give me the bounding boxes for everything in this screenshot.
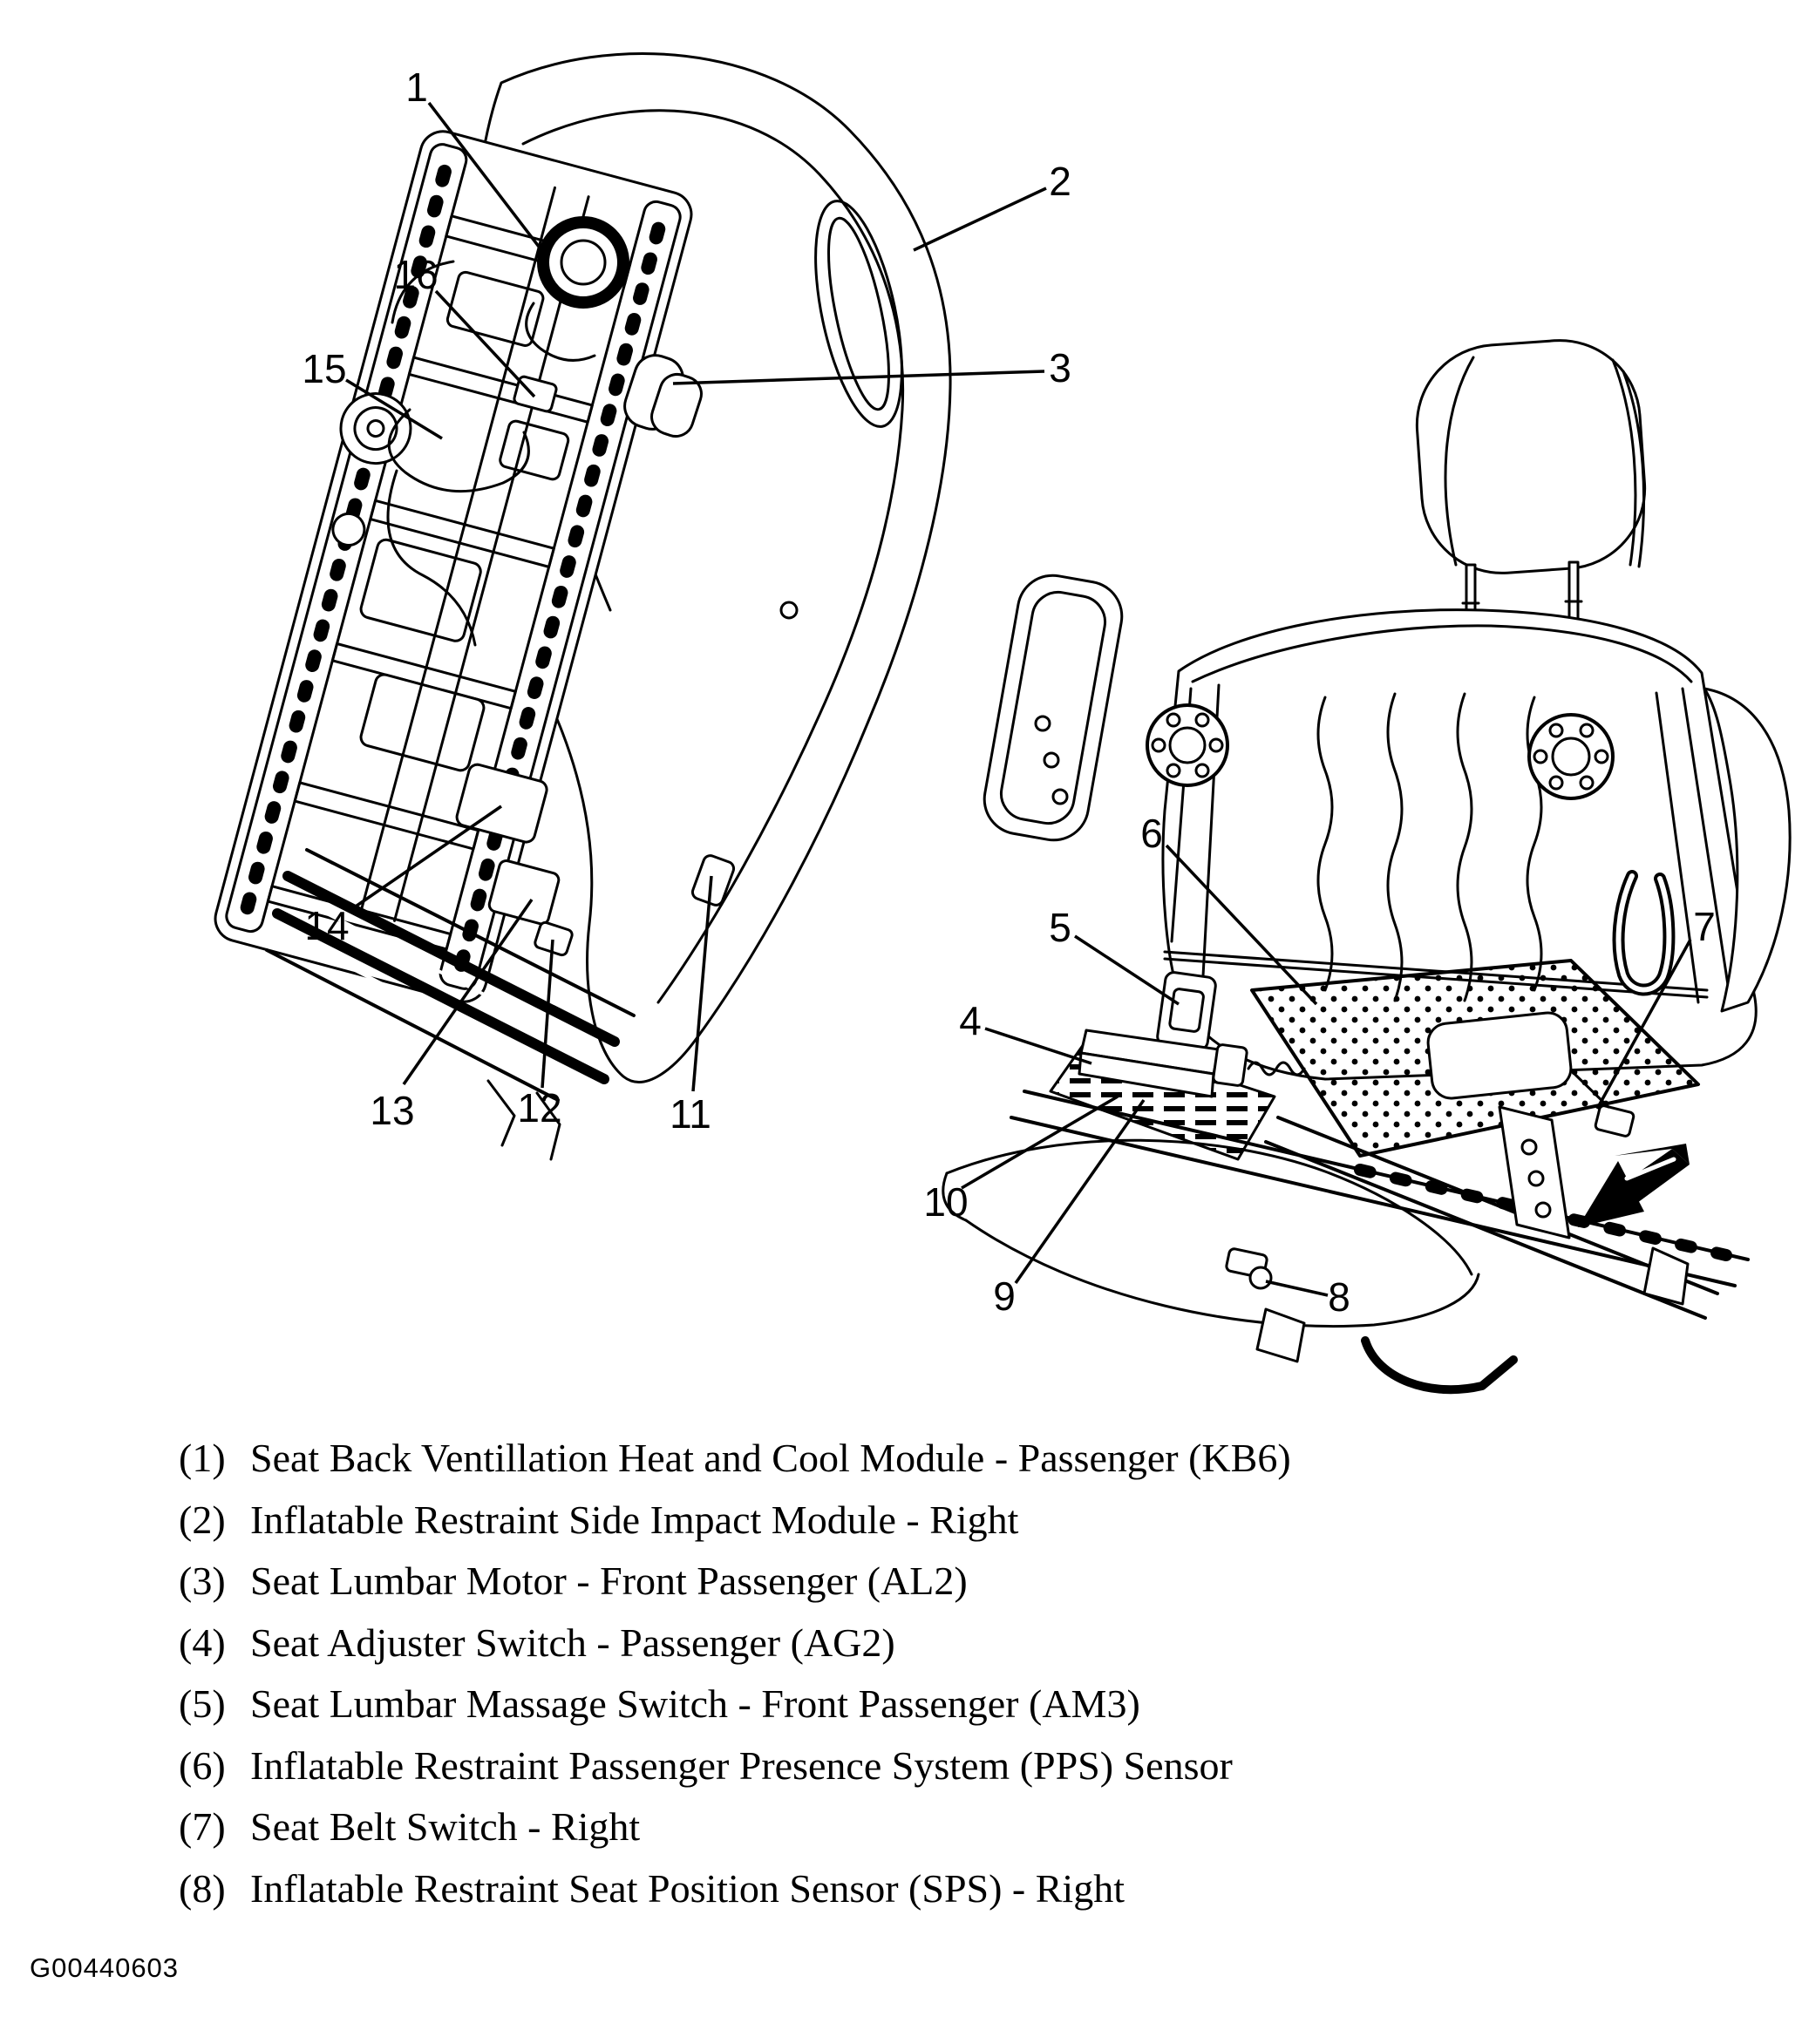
legend-item-label: Seat Adjuster Switch - Passenger (AG2)	[250, 1620, 895, 1665]
cushion-front-panel	[966, 1220, 1479, 1327]
legend-item-label: Inflatable Restraint Side Impact Module - Right	[250, 1497, 1019, 1542]
legend-item-number: (5)	[179, 1681, 226, 1726]
pan-opening	[1426, 1011, 1573, 1100]
callout-leader-9	[1016, 1100, 1144, 1283]
headrest	[1411, 335, 1650, 578]
track-foot	[1644, 1248, 1688, 1304]
legend-item	[179, 1858, 1626, 1920]
legend-item-label: Inflatable Restraint Seat Position Sensor (SPS) - Right	[250, 1865, 1125, 1911]
figure-code-label: G00440603	[30, 1952, 180, 1983]
legend-item	[179, 1796, 1626, 1858]
legend-item-number: (3)	[179, 1558, 226, 1603]
callout-leader-4	[985, 1029, 1091, 1063]
right-seat-illustration	[943, 335, 1790, 1389]
legend-item	[179, 1735, 1626, 1797]
legend-item	[179, 1674, 1626, 1735]
seat-position-sensor	[1226, 1248, 1271, 1288]
callout-leader-2	[914, 188, 1046, 250]
callout-number-9: 9	[993, 1273, 1016, 1319]
callout-number-13: 13	[370, 1088, 415, 1133]
legend-item	[179, 1613, 1626, 1674]
callout-number-1: 1	[405, 65, 428, 110]
callout-number-14: 14	[304, 903, 350, 948]
legend-item-number: (6)	[179, 1742, 226, 1788]
callout-number-7: 7	[1693, 904, 1716, 949]
callout-number-12: 12	[517, 1085, 562, 1131]
legend-item	[179, 1490, 1626, 1552]
track-foot	[1257, 1309, 1304, 1362]
vent-blower-motor	[543, 222, 623, 302]
legend	[179, 1428, 1626, 1919]
callout-number-2: 2	[1049, 159, 1071, 204]
callout-leader-8	[1266, 1281, 1328, 1295]
front-leg-tube	[1365, 1341, 1513, 1389]
callout-number-15: 15	[302, 346, 347, 391]
legend-item-number: (8)	[179, 1865, 226, 1911]
callout-number-5: 5	[1049, 905, 1071, 950]
lumbar-massage-switch	[1156, 971, 1216, 1050]
callout-number-6: 6	[1140, 811, 1163, 856]
callout-number-3: 3	[1049, 345, 1071, 390]
left-seatback-illustration	[204, 53, 950, 1159]
callout-leader-5	[1075, 936, 1179, 1004]
legend-item-label: Inflatable Restraint Passenger Presence System (PPS) Sensor	[250, 1742, 1233, 1788]
lower-bracket	[534, 921, 573, 956]
side-trim-panel	[979, 570, 1127, 845]
callout-number-11: 11	[670, 1091, 711, 1137]
legend-item-number: (4)	[179, 1620, 226, 1665]
legend-item-number: (7)	[179, 1804, 226, 1849]
legend-item-number: (1)	[179, 1436, 226, 1480]
callout-number-10: 10	[923, 1179, 969, 1225]
legend-item-label: Seat Back Ventillation Heat and Cool Module - Passenger (KB6)	[250, 1436, 1291, 1480]
callout-number-4: 4	[959, 998, 982, 1043]
recliner-gear-left	[1147, 705, 1227, 785]
recliner-gear-right	[1529, 715, 1613, 798]
riser-bracket	[1499, 1107, 1569, 1238]
callout-number-8: 8	[1328, 1274, 1350, 1320]
direction-arrow	[1578, 1144, 1690, 1227]
legend-item-number: (2)	[179, 1497, 226, 1542]
legend-item	[179, 1551, 1626, 1613]
callout-number-16: 16	[393, 252, 439, 297]
legend-item-label: Seat Lumbar Motor - Front Passenger (AL2)	[250, 1558, 968, 1603]
legend-item	[179, 1428, 1626, 1490]
legend-item-label: Seat Lumbar Massage Switch - Front Passenger (AM3)	[250, 1681, 1140, 1726]
legend-item-label: Seat Belt Switch - Right	[250, 1804, 641, 1849]
